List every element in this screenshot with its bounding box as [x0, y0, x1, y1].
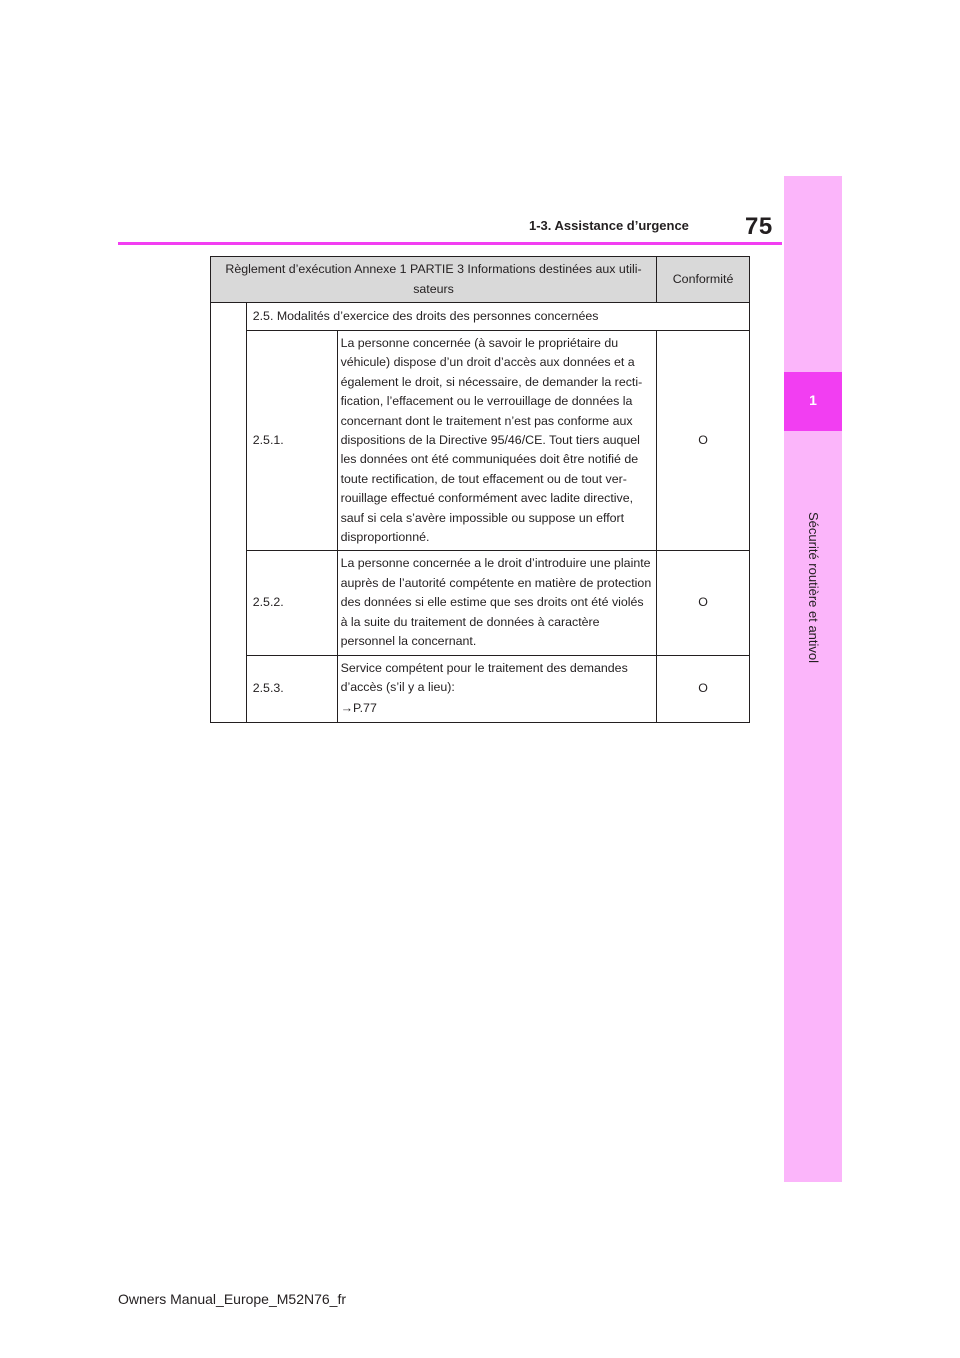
chapter-title: Sécurité routière et antivol [806, 512, 821, 664]
column-header-conformity: Conformité [657, 257, 750, 303]
subsection-heading: 2.5. Modalités d’exercice des droits des personnes concernées [246, 303, 749, 331]
row-text: La personne concernée a le droit d’introduire une plainte auprès de l’autorité compétente en matière de protection des données si elle estime que ses droits ont été violés à la suite du traitement de données à caractère personnel la concernant. [337, 551, 657, 655]
row-conformity: O [657, 551, 750, 655]
row-text: La personne concernée (à savoir le propriétaire du véhicule) dispose d’un droit d’accès aux données et a également le droit, si nécessaire, de demander la recti-fication, l’effacement ou le verrouillage de données la concernant dont le traitement n’est pas conforme aux dispositions de la Directive 95/46/CE. Tout tiers auquel les données ont été communiquées doit être notifié de toute rectification, de tout effacement ou de tout ver-rouillage effectué conformément avec ladite directive, sauf si cela s’avère impossible ou suppose un effort disproportionné. [337, 331, 657, 551]
subsection-row [211, 303, 750, 331]
row-number: 2.5.1. [246, 331, 337, 551]
row-conformity: O [657, 331, 750, 551]
section-title: 1-3. Assistance d’urgence [529, 218, 689, 233]
column-header-regulation: Règlement d’exécution Annexe 1 PARTIE 3 Informations destinées aux utili-sateurs [211, 257, 657, 303]
page-number: 75 [745, 213, 773, 240]
chapter-side-tab [784, 176, 842, 1182]
header-divider [118, 242, 782, 245]
regulation-table [210, 256, 750, 723]
table-row [211, 331, 750, 551]
row-conformity: O [657, 655, 750, 722]
row-number: 2.5.3. [246, 655, 337, 722]
page-reference-link[interactable]: →P.77 [340, 701, 377, 716]
indent-cell [211, 303, 247, 723]
footer-document-id: Owners Manual_Europe_M52N76_fr [118, 1291, 347, 1307]
row-number: 2.5.2. [246, 551, 337, 655]
table-row [211, 655, 750, 722]
table-row [211, 551, 750, 655]
chapter-number: 1 [809, 392, 817, 408]
row-text-cell [337, 655, 657, 722]
row-text: Service compétent pour le traitement des demandes d’accès (s’il y a lieu): [340, 660, 628, 694]
table-header-row [211, 257, 750, 303]
